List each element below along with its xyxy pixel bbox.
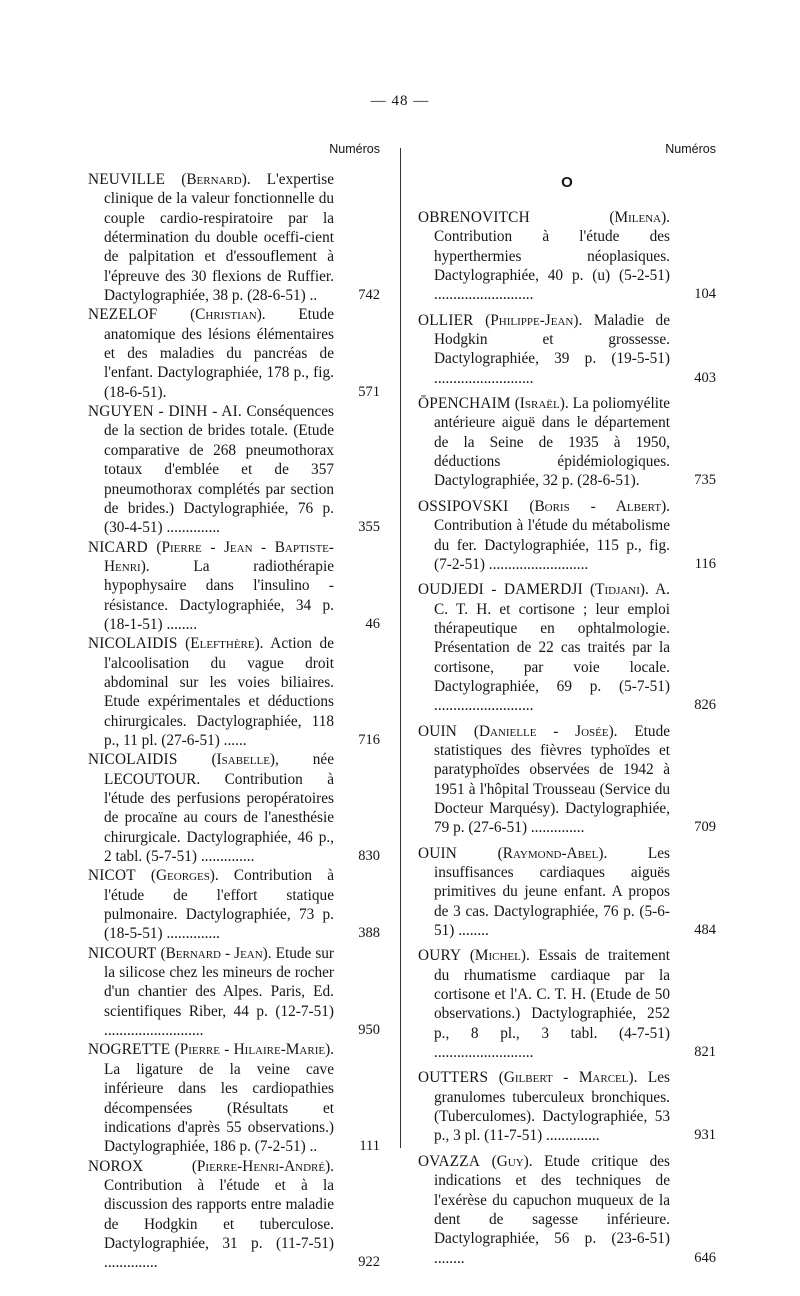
- author-given-name: (Michel).: [469, 947, 530, 965]
- bibliography-entry: [88, 634, 380, 750]
- bibliography-entry: [88, 750, 380, 866]
- bibliography-entry: [88, 944, 380, 1041]
- bibliography-entry: [88, 402, 380, 537]
- author-given-name: (Raymond-Abel).: [497, 844, 608, 862]
- author-surname: NICOURT: [88, 944, 157, 962]
- entry-text: Etude sur la silicose chez les mineurs de rocher d'un chantier des Alpes. Paris, Ed. scientifiques Riber, 44 p. (12-7-51) ..........................: [104, 944, 335, 1040]
- bibliography-entry: [418, 1068, 716, 1145]
- section-letter: O: [561, 174, 573, 191]
- bibliography-entry: [418, 497, 716, 574]
- author-given-name: (Bernard).: [181, 171, 251, 188]
- entry-text: La poliomyélite antérieure aiguë dans le département de la Seine de 1935 à 1950, déductions épidémiologiques. Dactylographiée, 32 p. (28-6-51).: [434, 395, 671, 490]
- entry-number: 735: [694, 472, 716, 489]
- bibliography-entry: NICARD (Pierre - Jean - Baptiste-Henri). La radiothérapie hypophysaire dans l'insulino - résistance. Dactylographiée, 34 p. (18-1-51) ........ 46: [88, 538, 380, 633]
- entry-number: 111: [359, 1138, 380, 1155]
- numeros-header-left: Numéros: [329, 142, 380, 156]
- entry-text: L'expertise clinique de la valeur fonctionnelle du couple cardio-respiratoire par la détermination du double oceffi-cient de palpitation et d'essouflement à l'épreuve des 30 flexions de Ruffier. Dactylographiée, 38 p. (28-6-51) ..: [104, 171, 335, 305]
- author-surname: OURY: [418, 947, 462, 965]
- bibliography-entry: [418, 946, 716, 1062]
- right-entries-list: [418, 208, 716, 1274]
- author-surname: OUDJEDI - DAMERDJI: [418, 581, 583, 599]
- bibliography-entry: [88, 1157, 380, 1273]
- entry-text: La ligature de la veine cave inférieure dans les cardiopathies décompensées (Résultats et indications d'après 55 observations.) Dactylographiée, 186 p. (7-2-51) ..: [104, 1060, 334, 1156]
- author-given-name: (Milena).: [609, 209, 670, 226]
- bibliography-entry: [88, 305, 380, 402]
- author-surname: OUIN: [418, 844, 458, 862]
- entry-number: 355: [358, 519, 380, 536]
- entry-number: 821: [694, 1044, 716, 1061]
- entry-text: La radiothérapie hypophysaire dans l'insulino - résistance. Dactylographiée, 34 p. (18-1-51) ........: [104, 557, 334, 633]
- author-given-name: (Bernard - Jean).: [160, 944, 272, 962]
- author-given-name: (Philippe-Jean).: [485, 311, 583, 329]
- author-given-name: (Christian).: [190, 306, 266, 324]
- bibliography-entry: [418, 580, 716, 715]
- entry-text: Les granulomes tuberculeux bronchiques. (Tuberculomes). Dactylographiée, 53 p., 3 pl. (11-7-51) ..............: [434, 1069, 670, 1145]
- entry-number: 742: [358, 287, 380, 304]
- entry-text: Action de l'alcoolisation du vague droit abdominal sur les voies biliaires. Etude expérimentales et déductions chirurgicales. Dactylographiée, 118 p., 11 pl. (27-6-51) ......: [104, 635, 334, 749]
- author-surname: OLLIER: [418, 311, 474, 329]
- entry-number: 950: [358, 1022, 380, 1039]
- bibliography-entry: [418, 1152, 716, 1268]
- author-given-name: (Pierre - Jean - Baptiste-Henri).: [104, 538, 334, 575]
- entry-number: 403: [694, 369, 716, 386]
- entry-number: 646: [694, 1249, 716, 1266]
- author-surname: NOROX: [88, 1157, 144, 1175]
- page-number: — 48 —: [370, 93, 430, 109]
- bibliography-entry: [88, 170, 380, 305]
- left-entries-list: [88, 170, 380, 1273]
- bibliography-entry: [418, 208, 716, 305]
- entry-number: 104: [694, 286, 716, 303]
- column-divider: [400, 148, 401, 1148]
- author-given-name: (Gilbert - Marcel).: [498, 1069, 638, 1087]
- author-surname: OUTTERS: [418, 1069, 489, 1087]
- numeros-header-right: Numéros: [665, 142, 716, 156]
- author-surname: NEUVILLE: [88, 171, 166, 188]
- entry-text: Etude critique des indications et des techniques de l'exérèse du capuchon muqueux de la dent de sagesse inférieure. Dactylographiée, 56 p. (23-6-51) ........: [434, 1152, 670, 1267]
- author-given-name: (Georges).: [150, 867, 219, 885]
- entry-number: 922: [358, 1254, 380, 1271]
- entry-number: 484: [694, 922, 716, 939]
- author-surname: ŌPENCHAIM: [418, 395, 511, 413]
- bibliography-entry: [418, 311, 716, 388]
- entry-number: 388: [358, 925, 380, 942]
- entry-number: 116: [694, 555, 716, 572]
- author-surname: NGUYEN - DINH - AI.: [88, 403, 242, 421]
- entry-number: 830: [358, 848, 380, 865]
- author-given-name: (Isabelle),: [211, 751, 279, 769]
- author-surname: OVAZZA: [418, 1152, 481, 1170]
- author-surname: NICOT: [88, 867, 136, 885]
- author-surname: OBRENOVITCH: [418, 209, 530, 226]
- entry-number: 709: [694, 819, 716, 836]
- author-given-name: (Tidjani).: [590, 581, 649, 599]
- entry-text: Etude statistiques des fièvres typhoïdes et paratyphoïdes observées de 1942 à 1951 à l'hôpital Trousseau (Service du Docteur Marquésy). Dactylographiée, 79 p. (27-6-51) ..............: [434, 722, 671, 837]
- bibliography-entry: [418, 722, 716, 838]
- entry-text: A. C. T. H. et cortisone ; leur emploi thérapeutique en ophtalmologie. Présentation de 22 cas traités par la cortisone, par voie locale. Dactylographiée, 69 p. (5-7-51) ..........................: [434, 581, 670, 715]
- author-given-name: (Pierre - Hilaire-Marie).: [174, 1041, 334, 1059]
- entry-number: 826: [694, 697, 716, 714]
- entry-text: Contribution à l'étude du métabolisme du fer. Dactylographiée, 115 p., fig. (7-2-51) ..........................: [434, 517, 670, 573]
- author-given-name: (Israël).: [514, 395, 569, 413]
- bibliography-entry: [88, 866, 380, 943]
- bibliography-entry: [418, 394, 716, 491]
- author-surname: OSSIPOVSKI: [418, 497, 509, 515]
- author-surname: OUIN: [418, 722, 458, 740]
- entry-number: 716: [358, 731, 380, 748]
- entry-text: Conséquences de la section de brides totale. (Etude comparative de 268 pneumothorax totaux d'emblée et de 357 pneumothorax complétés par section de brides.) Dactylographiée, 76 p. (30-4-51) ..............: [104, 403, 334, 537]
- author-surname: NEZELOF: [88, 306, 158, 324]
- author-given-name: (Danielle - Josée).: [473, 722, 618, 740]
- bibliography-entry: [418, 844, 716, 941]
- entry-text: Essais de traitement du rhumatisme cardiaque par la cortisone et l'A. C. T. H. (Etude de 50 observations.) Dactylographiée, 252 p., 8 pl., 3 tabl. (4-7-51) ..........................: [434, 947, 670, 1062]
- entry-number: 571: [358, 383, 380, 400]
- author-surname: NICOLAIDIS: [88, 751, 178, 769]
- entry-text: Les insuffisances cardiaques aiguës primitives du jeune enfant. A propos de 3 cas. Dactylographiée, 76 p. (5-6-51) ........: [434, 844, 671, 940]
- author-surname: NOGRETTE: [88, 1041, 171, 1059]
- entry-text: Maladie de Hodgkin et grossesse. Dactylographiée, 39 p. (19-5-51) ..........................: [434, 311, 670, 387]
- bibliography-entry: [88, 1040, 380, 1156]
- entry-text: Etude anatomique des lésions élémentaires et des maladies du pancréas de l'enfant. Dactylographiée, 178 p., fig. (18-6-51).: [104, 306, 334, 401]
- author-surname: NICOLAIDIS: [88, 635, 178, 653]
- entry-number: 931: [694, 1127, 716, 1144]
- entry-text: née LECOUTOUR. Contribution à l'étude des perfusions peropératoires de procaïne au cours de l'anesthésie chirurgicale. Dactylographiée, 46 p., 2 tabl. (5-7-51) ..............: [104, 751, 334, 866]
- author-surname: NICARD: [88, 538, 148, 556]
- entry-text: Contribution à l'étude de l'effort statique pulmonaire. Dactylographiée, 73 p. (18-5-51) ..............: [104, 867, 334, 943]
- author-given-name: (Elefthère).: [185, 635, 264, 653]
- author-given-name: (Boris - Albert).: [529, 497, 670, 515]
- author-given-name: (Guy).: [491, 1152, 533, 1170]
- entry-text: Contribution à l'étude et à la discussion des rapports entre maladie de Hodgkin et tuberculose. Dactylographiée, 31 p. (11-7-51) ..............: [104, 1176, 334, 1272]
- author-given-name: (Pierre-Henri-André).: [191, 1157, 334, 1175]
- entry-text: Contribution à l'étude des hyperthermies néoplasiques. Dactylographiée, 40 p. (u) (5-2-51) ..........................: [434, 228, 670, 304]
